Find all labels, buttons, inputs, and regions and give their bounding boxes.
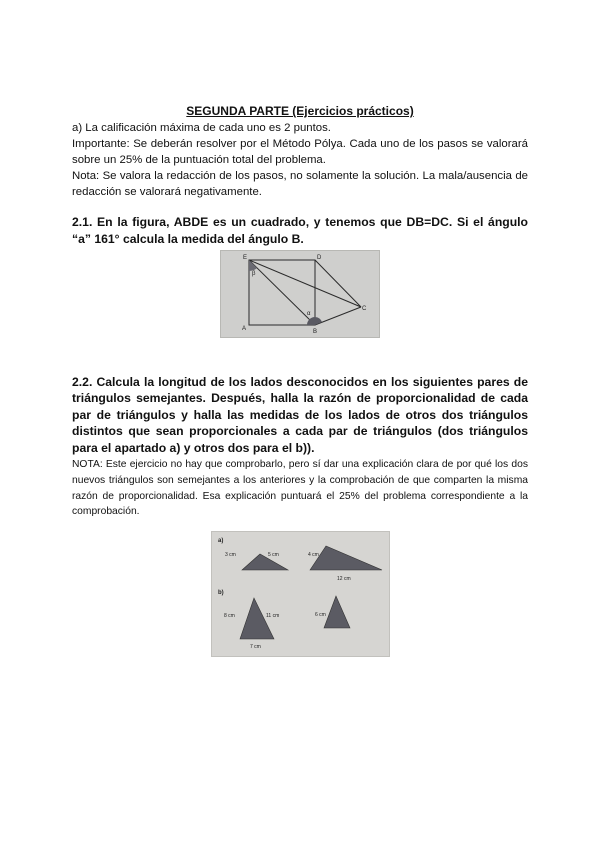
label-beta: β xyxy=(252,271,256,277)
exercise-2-2-text: 2.2. Calcula la longitud de los lados desconocidos en los siguientes pares de triángulos semejantes. Después, halla la razón de proporcionalidad de cada par de triángulos y halla las medidas de los lados de otros dos triángulos distintos que sean proporcionales a cada par de triángulos (dos triángulos para el apartado a) y otros dos para el b)). xyxy=(72,375,528,455)
segment-eb xyxy=(249,260,315,325)
label-alpha: α xyxy=(307,311,311,317)
triangle-a2 xyxy=(310,546,382,570)
label-d: D xyxy=(317,255,322,261)
triangle-b1-left: 8 cm xyxy=(224,613,235,619)
triangle-a1-side2: 5 cm xyxy=(268,552,279,558)
exercise-2-1-figure xyxy=(220,250,380,338)
label-a: A xyxy=(242,326,247,332)
triangle-a1-side1: 3 cm xyxy=(225,552,236,558)
label-b: B xyxy=(313,329,318,335)
triangle-b2 xyxy=(324,596,350,628)
exercise-2-2-nota: NOTA: Este ejercicio no hay que comprobarlo, pero sí dar una explicación clara de por qué los dos nuevos triángulos son semejantes a los anteriores y la comprobación de que comparten la misma razón de proporcionalidad. Esa explicación puntuará el 25% del problema correspondiente a la comprobación. xyxy=(72,459,528,518)
exercise-2-1-text: 2.1. En la figura, ABDE es un cuadrado, y tenemos que DB=DC. Si el ángulo “a” 161° calcula la medida del ángulo B. xyxy=(72,215,528,246)
similar-triangles-diagram xyxy=(212,532,389,656)
segment-dc xyxy=(315,260,361,307)
triangle-a2-base: 12 cm xyxy=(337,576,351,582)
segment-ec xyxy=(249,260,361,307)
triangle-b2-left: 6 cm xyxy=(315,612,326,618)
exercise-2-2-figure xyxy=(211,531,390,657)
label-c: C xyxy=(362,306,367,312)
triangle-b1-base: 7 cm xyxy=(250,644,261,650)
intro-importante: Importante: Se deberán resolver por el Método Pólya. Cada uno de los pasos se valorará sobre un 25% de la puntuación total del problema. xyxy=(72,138,528,166)
part-a-label: a) xyxy=(218,538,224,544)
part-b-label: b) xyxy=(218,590,224,596)
triangle-a1 xyxy=(242,554,288,570)
intro-nota: Nota: Se valora la redacción de los pasos, no solamente la solución. La mala/ausencia de redacción se valorará negativamente. xyxy=(72,170,528,198)
triangle-b1-right: 11 cm xyxy=(266,613,280,619)
segment-bc xyxy=(315,307,361,325)
square-triangle-diagram xyxy=(221,251,379,337)
section-heading: SEGUNDA PARTE (Ejercicios prácticos) xyxy=(186,104,414,118)
label-e: E xyxy=(243,255,248,261)
intro-line-a: a) La calificación máxima de cada uno es 2 puntos. xyxy=(72,122,331,134)
triangle-a2-side1: 4 cm xyxy=(308,552,319,558)
